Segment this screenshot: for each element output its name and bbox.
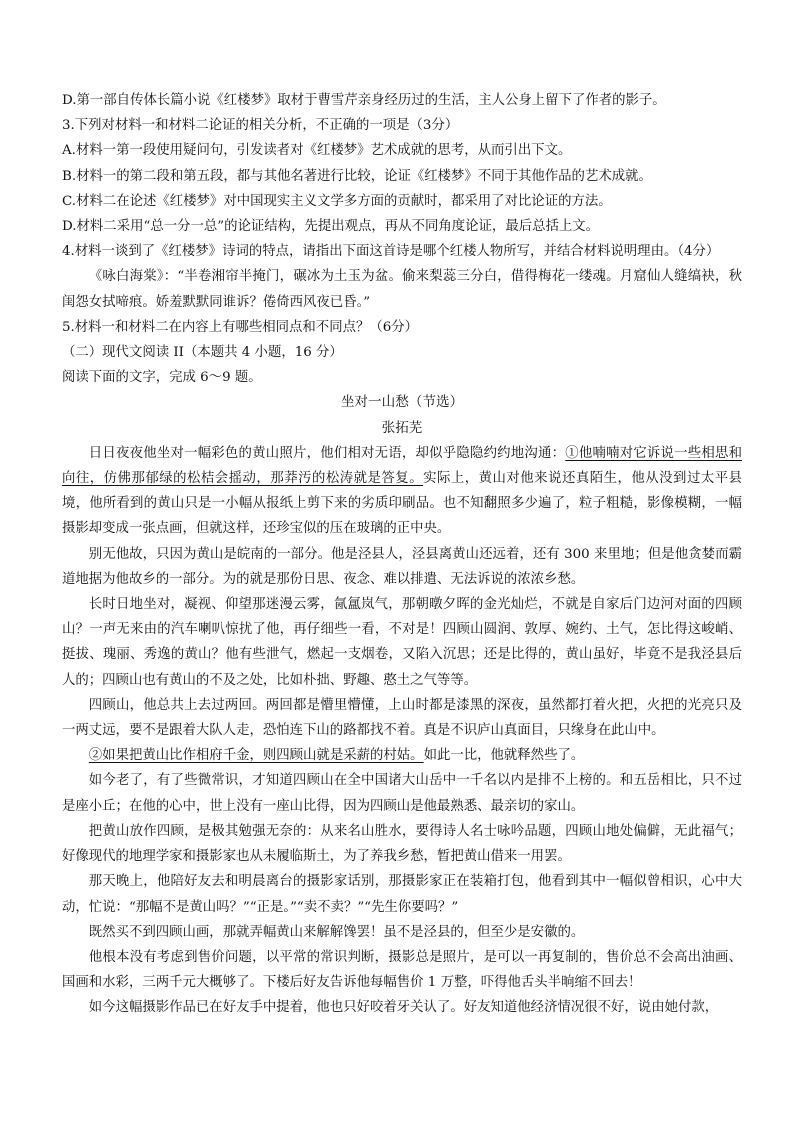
article-title: 坐对一山愁（节选）	[340, 394, 464, 411]
q3-option-a: A.材料一第一段使用疑问句，引发读者对《红楼梦》艺术成就的思考，从而引出下文。	[62, 143, 572, 159]
article-paragraph-3: 长时日地坐对，凝视、仰望那迷漫云雾，氤氲岚气，那朝暾夕晖的金光灿烂，不就是自家后门边河对面的四顾山？一声无来由的汽车喇叭惊扰了他，再仔细些一看，不对是！四顾山圆润、敦厚、婉约、土气，怎比得这峻峭、挺拔、瑰丽、秀逸的黄山？他有些泄气，燃起一支烟卷，又陷入沉思；还是比得的，黄山虽好，毕竟不是我泾县后人的；四顾山也有黄山的不及之处，比如朴拙、野趣、憨土之气等等。	[62, 597, 742, 688]
q5-stem: 5.材料一和材料二在内容上有哪些相同点和不同点？（6分）	[62, 319, 419, 335]
section-instruction: 阅读下面的文字，完成 6～9 题。	[62, 370, 262, 386]
article-paragraph-10: 他根本没有考虑到售价问题，以平常的常识判断，摄影总是照片，是可以一再复制的，售价总不会高出油画、国画和水彩，三两千元大概够了。下楼后好友告诉他每幅售价 1 万整，吓得他舌头半晌缩不回去！	[62, 949, 742, 991]
q3-stem: 3.下列对材料一和材料二论证的相关分析，不正确的一项是（3分）	[62, 118, 459, 134]
article-paragraph-4: 四顾山，他总共上去过两回。两回都是懵里懵懂，上山时都是漆黑的深夜，虽然都打着火把，火把的光亮只及一两丈远，要不是跟着大队人走，恐怕连下山的路都找不着。真是不识庐山真面目，只缘身在此山中。	[62, 697, 742, 739]
section-heading: （二）现代文阅读 II（本题共 4 小题，16 分）	[62, 345, 343, 361]
underlined-sentence-1: ①他喃喃对它诉说一些相思和向往，仿佛那郁绿的松桔会摇动，那莽汚的松涛就是答复。	[62, 445, 742, 487]
q2-option-d: D.第一部自传体长篇小说《红楼梦》取材于曹雪芹亲身经历过的生活，主人公身上留下了作者的影子。	[62, 93, 666, 108]
article-paragraph-6: 如今老了，有了些微常识，才知道四顾山在全中国诸大山岳中一千名以内是排不上榜的。和五岳相比，只不过是座小丘；在他的心中，世上没有一座山比得，因为四顾山是他最熟悉、最亲切的家山。	[62, 773, 742, 814]
article-paragraph-11: 如今这幅摄影作品已在好友手中提着，他也只好咬着牙关认了。好友知道他经济情况很不好，说由她付款，	[88, 1000, 719, 1016]
exam-page	[62, 88, 742, 1021]
paragraph-text: 实际上，黄山对他来说还真陌生，他从没到过太平县境，他所看到的黄山只是一小幅从报纸上剪下来的劣质印刷品。也不知翻照多少遍了，粒子粗糙，影像模糊，一幅摄影却变成一张点画，但就这样，还珍宝似的压在玻璃的正中央。	[62, 471, 742, 537]
q3-option-b: B.材料一的第二段和第五段，都与其他名著进行比较，论证《红楼梦》不同于其他作品的艺术成就。	[62, 168, 652, 184]
article-paragraph-9: 既然买不到四顾山画，那就弄幅黄山来解解馋罢！虽不是泾县的，但至少是安徽的。	[88, 924, 585, 940]
underlined-sentence-2: ②如果把黄山比作相府千金，则四顾山就是采薪的村姑。	[88, 748, 424, 764]
q4-poem: 《咏白海棠》：“半卷湘帘半掩门，碾冰为土玉为盆。偷来梨蕊三分白，借得梅花一缕魂。月窟仙人缝缟袂，秋闺怨女拭啼痕。娇羞默默同谁诉？倦倚西风夜已昏。”	[62, 269, 742, 310]
q3-option-d: D.材料二采用“总一分一总”的论证结构，先提出观点，再从不同角度论证，最后总括上文。	[62, 219, 600, 235]
article-paragraph-2: 别无他故，只因为黄山是皖南的一部分。他是泾县人，泾县离黄山还远着，还有 300 来里地；但是他贪婪而霸道地据为他故乡的一部分。为的就是那份日思、夜念、难以排遣、无法诉说的浓浓乡愁。	[62, 546, 742, 587]
paragraph-text: 日日夜夜他坐对一幅彩色的黄山照片，他们相对无语，却似乎隐隐约约地沟通：	[88, 445, 566, 461]
article-paragraph-5	[62, 743, 742, 768]
q3-option-c: C.材料二在论述《红楼梦》对中国现实主义文学多方面的贡献时，都采用了对比论证的方法。	[62, 193, 612, 209]
paragraph-text: 如此一比，他就释然些了。	[423, 748, 585, 764]
article-author: 张拓芜	[381, 419, 423, 436]
q4-stem: 4.材料一谈到了《红楼梦》诗词的特点，请指出下面这首诗是哪个红楼人物所写，并结合材料说明理由。（4分）	[62, 244, 720, 260]
article-paragraph-8: 那天晚上，他陪好友去和明晨离台的摄影家话别，那摄影家正在装箱打包，他看到其中一幅似曾相识，心中大动，忙说：“那幅不是黄山吗？”“正是。”“卖不卖？”“先生你要吗？”	[62, 874, 742, 915]
article-paragraph-1	[62, 441, 742, 542]
article-paragraph-7: 把黄山放作四顾，是极其勉强无奈的：从来名山胜水，要得诗人名士咏吟品题，四顾山地处偏僻，无此福气；好像现代的地理学家和摄影家也从未履临斯土，为了养我乡愁，暂把黄山借来一用罢。	[62, 823, 742, 865]
